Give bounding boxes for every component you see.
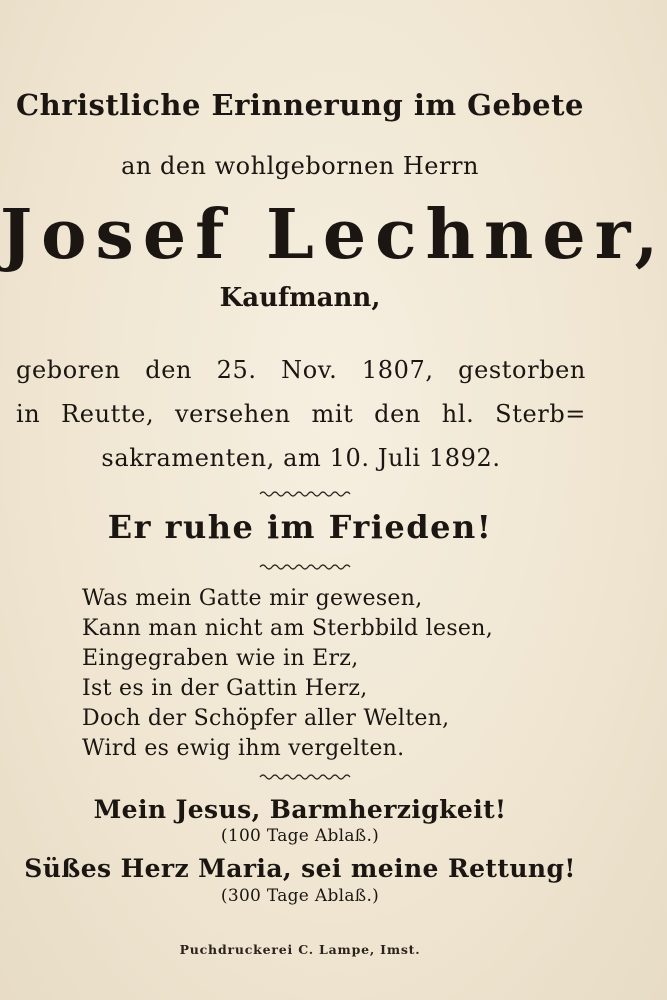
wavy-divider xyxy=(260,490,350,498)
wavy-divider xyxy=(260,563,350,571)
occupation: Kaufmann, xyxy=(219,283,381,313)
dedication-line: an den wohlgebornen Herrn xyxy=(121,152,479,180)
poem-line: Eingegraben wie in Erz, xyxy=(82,646,359,671)
card-heading: Christliche Erinnerung im Gebete xyxy=(16,88,584,122)
bio-line: geboren den 25. Nov. 1807, gestorben xyxy=(16,356,586,384)
deceased-name: Josef Lechner, xyxy=(0,195,667,275)
indulgence-note: (300 Tage Ablaß.) xyxy=(220,886,380,906)
prayer-jesus: Mein Jesus, Barmherzigkeit! xyxy=(93,795,507,824)
bio-line: sakramenten, am 10. Juli 1892. xyxy=(101,444,501,472)
poem xyxy=(82,584,493,764)
poem-line: Kann man nicht am Sterbbild lesen, xyxy=(82,616,494,641)
bio-line: in Reutte, versehen mit den hl. Sterb= xyxy=(16,400,586,428)
wavy-divider xyxy=(260,773,350,781)
biography-block xyxy=(16,348,586,480)
prayer-maria: Süßes Herz Maria, sei meine Rettung! xyxy=(24,854,576,883)
indulgence-note: (100 Tage Ablaß.) xyxy=(220,826,380,846)
motto: Er ruhe im Frieden! xyxy=(107,508,493,546)
poem-line: Doch der Schöpfer aller Welten, xyxy=(82,706,450,731)
poem-line: Was mein Gatte mir gewesen, xyxy=(82,586,423,611)
poem-line: Wird es ewig ihm vergelten. xyxy=(82,736,405,761)
printer-imprint: Puchdruckerei C. Lampe, Imst. xyxy=(179,942,421,957)
poem-line: Ist es in der Gattin Herz, xyxy=(82,676,368,701)
